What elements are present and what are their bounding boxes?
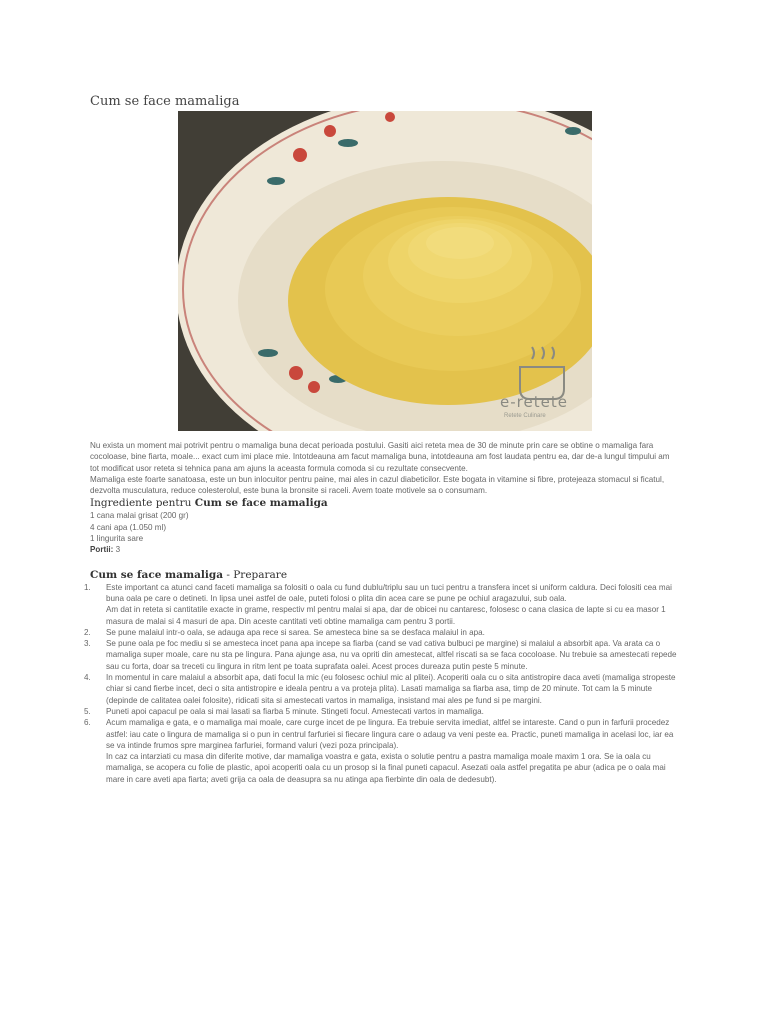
intro-paragraph-2: Mamaliga este foarte sanatoasa, este un bun inlocuitor pentru paine, mai ales in cazul diabeticilor. Este bogata in vitamine si fibre, protejeaza stomacul si ficatul, dezvolta musculatura, reduce colesterolul, este buna la bronsite si raceli. Avem toate motivele sa o consumam. [90,474,665,496]
step-item: 5. Puneti apoi capacul pe oala si mai lasati sa fiarba 5 minute. Stingeti focul. Amestecati vartos in mamaliga. [84,706,484,716]
article-body [84,440,680,785]
ingredients-list [90,510,680,555]
ingredient-item: 4 cani apa (1.050 ml) [90,522,167,532]
watermark-brand: e-retete [500,393,568,411]
portions: Portii: 3 [90,545,121,555]
step-item: 4. In momentul in care malaiul a absorbit apa, dati focul la mic (eu folosesc ochiul mic al plitei). Acoperiti oala cu o sita antistropire daca aveti (mamaliga stropeste chiar si cand fierbe incet, deci o sita antistropire e ideala pentru a va proteja plita). Lasati mamaliga sa fiarba asa, timp de 20 minute. Tot cam la 5 minute (depinde de calitatea oalei folosite), ridicati sita si amestecati vartos in mamaliga, insistand mai ales pe fund si pe margini. [84,673,676,705]
mamaliga-plate-image [178,111,592,431]
step-item: 3. Se pune oala pe foc mediu si se amesteca incet pana apa incepe sa fiarba (cand se vad cativa bulbuci pe margine) si malaiul a absorbit apa. Va arata ca o mamaliga super moale, care nu sta pe lingura. Pana ajunge asa, nu va opriti din amestecat, altfel riscati sa se faca cocoloase. Nu trebuie sa amestecati repede sau cu forta, doar sa treceti cu lingura in ritm lent pe toata suprafata oalei. Acest proces dureaza putin peste 5 minute. [84,639,677,671]
step-item: 2. Se pune malaiul intr-o oala, se adauga apa rece si sarea. Se amesteca bine sa se desfaca malaiul in apa. [84,627,485,637]
intro-paragraph-1: Nu exista un moment mai potrivit pentru o mamaliga buna decat perioada postului. Gasiti aici reteta mea de 30 de minute prin care se obtine o mamaliga fara cocoloase, bine fiarta, moale... exact cum imi place mie. Intotdeauna am facut mamaliga buna, intotdeauna am fost laudata pentru ea, dar de-a lungul timpului am tot modificat usor reteta si tehnica pana am ajuns la aceasta formula comoda si cu rezultate consecvente. [90,441,670,473]
preparation-steps [84,582,680,785]
ingredients-heading: Ingrediente pentru Cum se face mamaliga [90,497,328,510]
ingredient-item: 1 lingurita sare [90,534,144,544]
step-item: 6. Acum mamaliga e gata, e o mamaliga mai moale, care curge incet de pe lingura. Ea trebuie servita imediat, altfel se intareste. Cand o pun in farfurii procedez astfel: iau cate o lingura de mamaliga si o pun in centrul farfuriei si fiecare lingura care o adaug va veni peste ea. Practic, puneti mamaliga in acelasi loc, iar ea se va intinde frumos spre marginea farfuriei, formand valuri (vezi poza principala). In caz ca intarziati cu masa din diferite motive, dar mamaliga voastra e gata, exista o solutie pentru a pastra mamaliga moale maxim 1 ora. Se ia oala cu mamaliga, se acopera cu folie de plastic, apoi acoperiti oala cu un prosop si la final puneti capacul. Asezati oala astfel pregatita pe abur (adica pe o oala mai mare in care aveti apa fiarta; aveti grija ca oala de deasupra sa nu atinga apa fierbinte din oala de dedesubt). [84,718,674,784]
step-item: 1. Este important ca atunci cand faceti mamaliga sa folositi o oala cu fund dublu/triplu sau un tuci pentru a transfera incet si uniform caldura. Deci folositi cea mai buna oala pe care o detineti. In lipsa unei astfel de oale, puteti folosi o plita din acea care se pune pe ochiul aragazului, sub oala. Am dat in reteta si cantitatile exacte in grame, respectiv ml pentru malai si apa, dar de obicei nu cantaresc, folosesc o cana clasica de lapte si cu ea masor 1 masura de malai si 4 masuri de apa. Din aceste cantitati veti obtine mamaliga cam pentru 3 portii. [84,582,672,626]
page-title: Cum se face mamaliga [90,94,240,109]
recipe-photo [178,111,592,431]
preparation-heading: Cum se face mamaliga - Preparare [90,568,288,581]
watermark-tagline: Retete Culinare [504,413,546,419]
ingredient-item: 1 cana malai grisat (200 gr) [90,511,189,521]
